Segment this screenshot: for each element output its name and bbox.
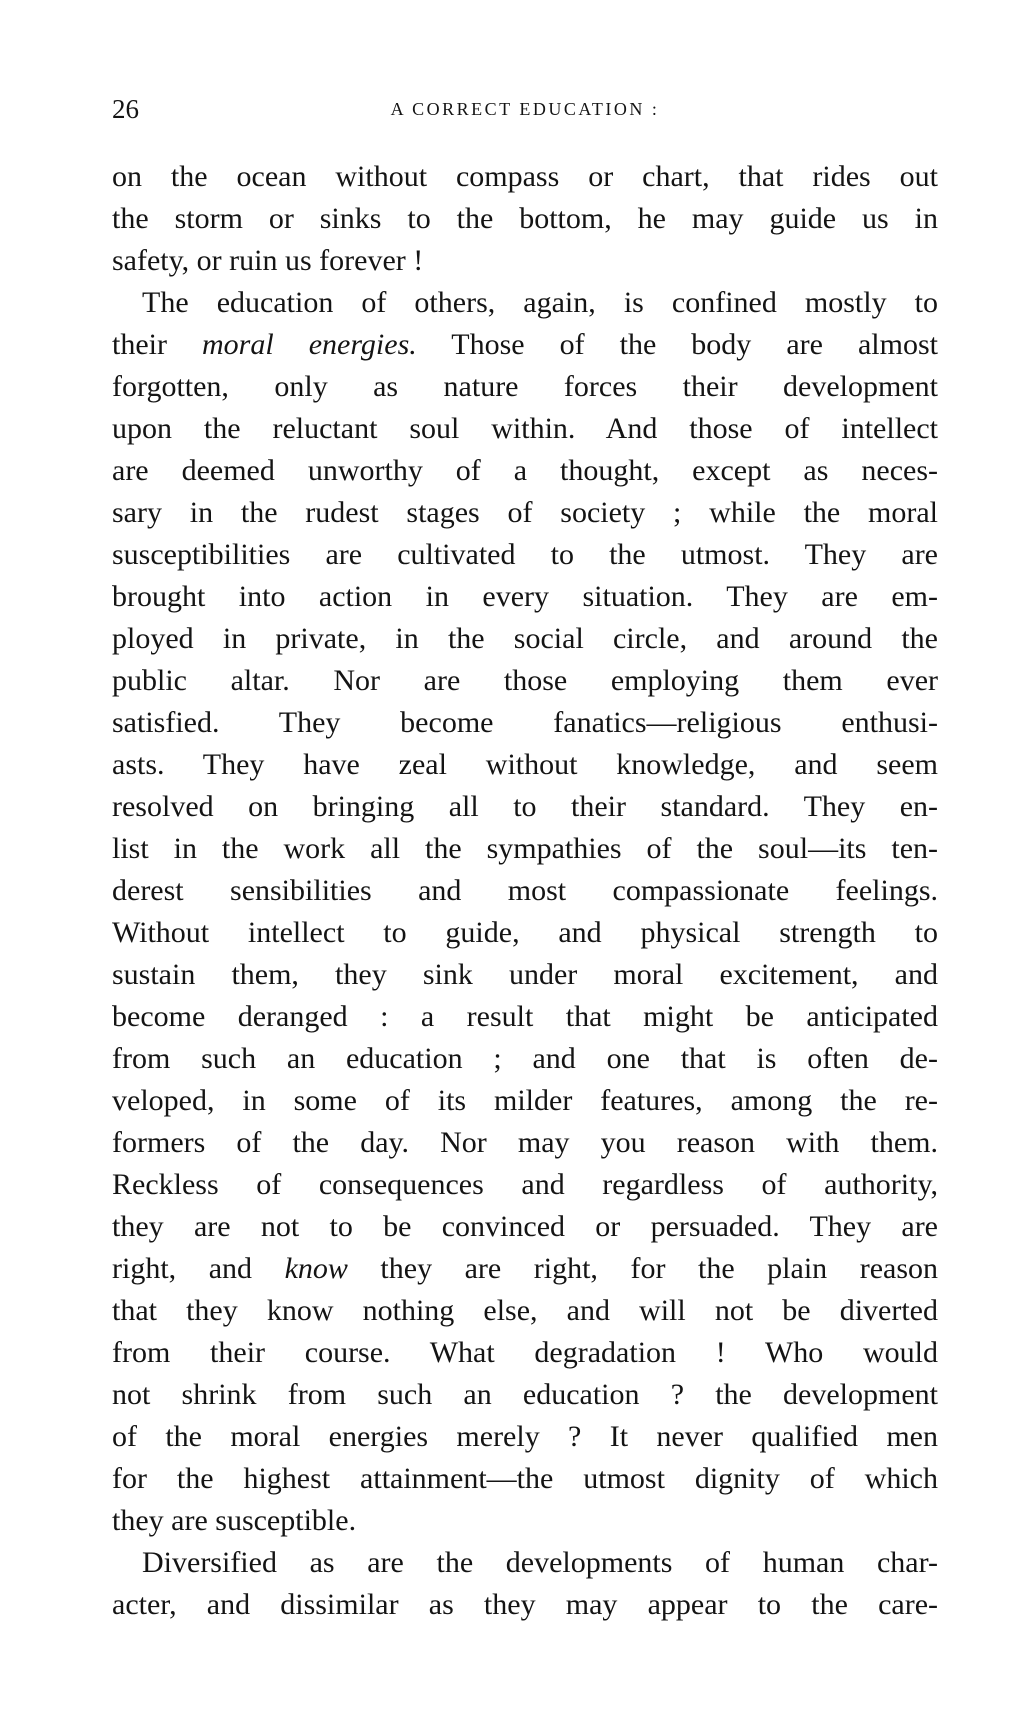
text-segment: Those of the body are almost [416, 328, 938, 361]
text-segment: their [112, 328, 203, 361]
text-segment: right, and [112, 1252, 285, 1285]
text-line: sary in the rudest stages of society ; while the moral [112, 496, 938, 529]
text-line: sustain them, they sink under moral excitement, and [112, 958, 938, 991]
text-line: safety, or ruin us forever ! [112, 244, 424, 277]
text-line: derest sensibilities and most compassionate feelings. [112, 874, 938, 907]
text-line: that they know nothing else, and will not be diverted [112, 1294, 938, 1327]
text-line: from their course. What degradation ! Who would [112, 1336, 938, 1369]
text-line: become deranged : a result that might be anticipated [112, 1000, 938, 1033]
text-line: from such an education ; and one that is often de- [112, 1042, 938, 1075]
italic-phrase: moral energies. [202, 328, 417, 361]
text-line: the storm or sinks to the bottom, he may guide us in [112, 202, 938, 235]
paragraph-continuation [112, 156, 938, 282]
running-title: A CORRECT EDUCATION : [390, 99, 660, 119]
text-line: satisfied. They become fanatics—religious enthusi- [112, 706, 938, 739]
text-line: forgotten, only as nature forces their development [112, 370, 938, 403]
paragraph-diversified [112, 1542, 938, 1626]
text-line: Diversified as are the developments of human char- [142, 1546, 938, 1579]
text-line-with-italic [112, 324, 938, 366]
body-text [112, 156, 938, 1626]
text-line: susceptibilities are cultivated to the utmost. They are [112, 538, 938, 571]
text-line: are deemed unworthy of a thought, except as neces- [112, 454, 938, 487]
text-line-with-italic [112, 1248, 938, 1290]
text-line: The education of others, again, is confined mostly to [142, 286, 938, 319]
text-line: they are not to be convinced or persuaded. They are [112, 1210, 938, 1243]
text-line: Reckless of consequences and regardless of authority, [112, 1168, 938, 1201]
text-line: brought into action in every situation. They are em- [112, 580, 938, 613]
text-line: on the ocean without compass or chart, that rides out [112, 160, 938, 193]
text-segment: they are right, for the plain reason [347, 1252, 938, 1285]
text-line: acter, and dissimilar as they may appear to the care- [112, 1588, 938, 1621]
text-line: formers of the day. Nor may you reason with them. [112, 1126, 938, 1159]
text-line: for the highest attainment—the utmost dignity of which [112, 1462, 938, 1495]
text-line: not shrink from such an education ? the development [112, 1378, 938, 1411]
text-line: resolved on bringing all to their standard. They en- [112, 790, 938, 823]
text-line: public altar. Nor are those employing them ever [112, 664, 938, 697]
text-line: veloped, in some of its milder features, among the re- [112, 1084, 938, 1117]
text-line: ployed in private, in the social circle, and around the [112, 622, 938, 655]
text-line: they are susceptible. [112, 1504, 357, 1537]
text-line: list in the work all the sympathies of the soul—its ten- [112, 832, 938, 865]
text-line: upon the reluctant soul within. And those of intellect [112, 412, 938, 445]
text-line: Without intellect to guide, and physical strength to [112, 916, 938, 949]
text-line: of the moral energies merely ? It never qualified men [112, 1420, 938, 1453]
italic-word: know [284, 1252, 348, 1285]
text-line: asts. They have zeal without knowledge, and seem [112, 748, 938, 781]
paragraph-moral-energies [112, 282, 938, 1542]
page-number: 26 [112, 94, 139, 124]
running-head [112, 92, 938, 126]
